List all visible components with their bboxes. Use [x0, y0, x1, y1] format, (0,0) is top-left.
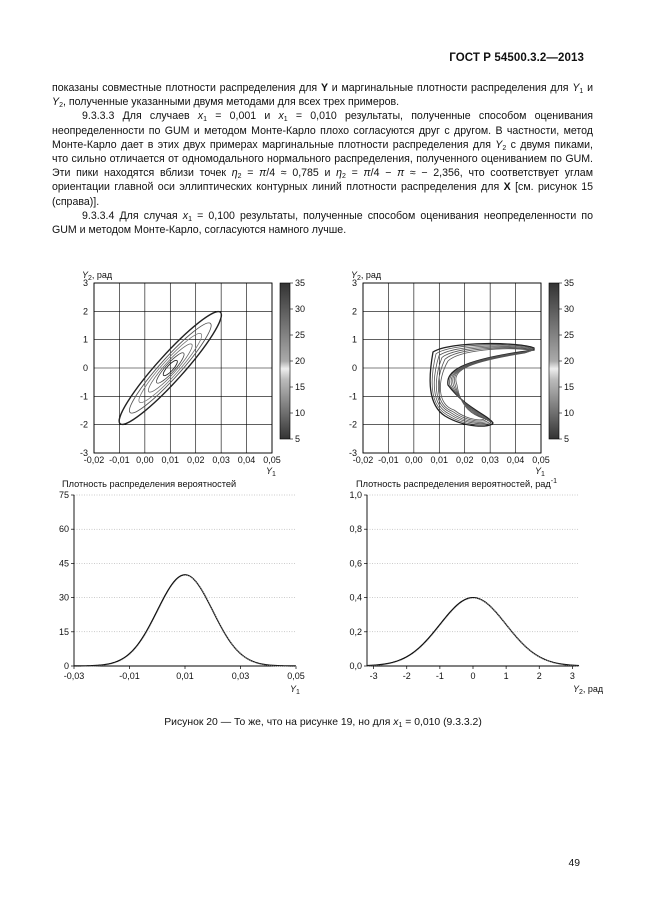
tl-colorbar-label: 15 [295, 382, 306, 392]
document-header: ГОСТ Р 54500.3.2—2013 [449, 52, 584, 64]
tr-xlabel: $Y_1$ [535, 466, 545, 478]
tr-frame [363, 283, 541, 453]
tl-xtick-label: 0,04 [237, 455, 256, 465]
contour-line [123, 317, 218, 420]
tl-xtick-label: -0,02 [83, 455, 105, 465]
tr-ytick-label: 3 [351, 278, 357, 288]
tr-xtick-label: 0,03 [481, 455, 499, 465]
tr-ytick-label: 0 [351, 363, 357, 373]
bl-xtick-label: 0,01 [176, 671, 194, 681]
paragraph-1: показаны совместные плотности распределения для Y и маргинальные плотности распределения для $Y_1$ и $Y_2$, полученные указанными двумя методами для всех трех примеров. [52, 82, 593, 110]
paragraph-2: 9.3.3.3 Для случаев $x_1 = 0,001$ и $x_1 = 0,010$ результаты, полученные способом оценивания неопределенности по GUM и методом Монте-Карло плохо согласуются друг с другом. В частности, метод Монте-Карло дает в этих двух примерах маргинальные плотности распределения для $Y_2$ с двумя пиками, что сильно отличается от одномодального нормального распределения, полученного оцениванием по GUM. Эти пики находятся вблизи точек $\eta_2 = \pi/4 \approx 0,785$ и $\eta_2 = \pi/4 - \pi$ ≈ − 2,356, что соответствует углам ориентации главной оси эллиптических контурных линий плотности распределения для X [см. рисунок 15 (справа)]. [52, 110, 593, 208]
br-xtick-label: 3 [569, 671, 575, 681]
bl-ytick-label: 0 [63, 661, 69, 671]
tr-ytick-label: 2 [351, 306, 357, 317]
tl-colorbar-label: 10 [295, 408, 306, 418]
tr-xtick-label: 0,01 [430, 455, 449, 465]
tl-xtick-label: 0,05 [263, 455, 281, 465]
tr-colorbar-label: 20 [564, 356, 575, 366]
tr-xtick-label: 0,05 [532, 455, 550, 465]
tl-xtick-label: 0,03 [212, 455, 230, 465]
bl-xlabel: $Y_1$ [290, 684, 300, 696]
br-xtick-label: 2 [536, 671, 542, 681]
bottom-left-title: Плотность распределения вероятностей [62, 479, 237, 489]
bl-xtick-label: -0,03 [63, 671, 85, 681]
br-xtick-label: -1 [435, 671, 444, 681]
paragraph-3: 9.3.3.4 Для случая $x_1 = 0,100$ результаты, полученные способом оценивания неопределенности по GUM и методом Монте-Карло, согласуются намного лучше. [52, 209, 593, 237]
tl-ylabel: $Y_2$, рад [82, 270, 113, 282]
page-number: 49 [568, 858, 580, 869]
br-group [364, 495, 580, 669]
tl-colorbar-label: 5 [295, 434, 301, 444]
tl-colorbar [280, 283, 290, 439]
contour-line [154, 350, 187, 386]
contour-line [161, 359, 179, 378]
tl-colorbar-label: 35 [295, 278, 306, 288]
br-ytick-label: 0,6 [349, 558, 362, 569]
tl-colorbar-label: 20 [295, 356, 306, 366]
bl-xtick-label: -0,01 [119, 671, 140, 681]
bl-density-curve [74, 575, 296, 666]
tr-ylabel: $Y_2$, рад [351, 270, 382, 282]
tr-colorbar-label: 25 [564, 330, 575, 340]
tl-xtick-label: 0,01 [161, 455, 180, 465]
contour-line [434, 346, 533, 424]
contour-line [438, 348, 531, 421]
tr-colorbar-label: 35 [564, 278, 575, 288]
tr-colorbar-label: 30 [564, 304, 575, 314]
tr-xtick-label: 0,00 [405, 455, 423, 465]
tr-xtick-label: 0,02 [455, 455, 474, 465]
br-ytick-label: 1,0 [349, 490, 362, 500]
br-xtick-label: 0 [470, 671, 476, 681]
br-xtick-label: 1 [503, 671, 509, 681]
contour-line [144, 340, 196, 396]
tr-ytick-label: -3 [348, 448, 357, 458]
bl-xtick-label: 0,03 [231, 671, 250, 681]
contour-line [430, 344, 534, 427]
tl-ytick-label: -1 [79, 391, 88, 402]
bl-ytick-label: 60 [58, 524, 69, 535]
tr-xtick-label: -0,02 [352, 455, 374, 465]
contour-line [134, 328, 207, 407]
tl-colorbar-label: 25 [295, 330, 306, 340]
tr-ytick-label: 1 [351, 334, 357, 345]
br-mc-histogram [368, 598, 580, 666]
br-xtick-label: -3 [369, 671, 378, 681]
bl-ytick-label: 75 [58, 490, 69, 500]
tr-group [363, 283, 562, 453]
bl-mc-histogram [75, 575, 297, 666]
bl-xtick-label: 0,05 [287, 671, 305, 681]
tl-ytick-label: 0 [82, 363, 88, 373]
tl-ytick-label: -3 [79, 448, 88, 458]
tr-colorbar-label: 5 [564, 434, 570, 444]
bl-ytick-label: 45 [58, 558, 69, 569]
br-ytick-label: 0,2 [349, 626, 362, 637]
tr-ytick-label: -2 [348, 419, 357, 430]
contour-line [432, 345, 533, 425]
bl-ytick-label: 30 [58, 592, 69, 603]
figure-caption: Рисунок 20 — То же, что на рисунке 19, но для $x_1 = 0,010$ (9.3.3.2) [164, 717, 482, 729]
tl-frame [94, 283, 272, 453]
br-ytick-label: 0,4 [349, 592, 362, 603]
tl-xtick-label: 0,00 [136, 455, 154, 465]
contour-line [436, 347, 532, 422]
bl-ytick-label: 15 [58, 626, 69, 637]
bl-group [71, 495, 297, 669]
tl-xtick-label: 0,02 [186, 455, 205, 465]
tr-colorbar-label: 10 [564, 408, 575, 418]
tr-ytick-label: -1 [348, 391, 357, 402]
contour-line [110, 304, 230, 433]
br-density-curve [367, 598, 579, 666]
contour-line [440, 349, 531, 420]
br-xlabel: $Y_2$, рад [573, 684, 604, 696]
tl-ytick-label: 2 [82, 306, 88, 317]
tr-xtick-label: -0,01 [378, 455, 399, 465]
bottom-right-title: Плотность распределения вероятностей, рад$^{-1}$ [356, 478, 558, 489]
tl-ytick-label: 1 [82, 334, 88, 345]
tl-xlabel: $Y_1$ [266, 466, 276, 478]
tl-ytick-label: -2 [79, 419, 88, 430]
br-ytick-label: 0,8 [349, 524, 362, 535]
body-text [52, 81, 593, 237]
tl-colorbar-label: 30 [295, 304, 306, 314]
br-xtick-label: -2 [402, 671, 411, 681]
tr-colorbar [549, 283, 559, 439]
tr-colorbar-label: 15 [564, 382, 575, 392]
tl-ytick-label: 3 [82, 278, 88, 288]
tl-group [94, 283, 293, 453]
tl-xtick-label: -0,01 [109, 455, 130, 465]
tr-xtick-label: 0,04 [506, 455, 525, 465]
br-ytick-label: 0,0 [349, 661, 362, 671]
